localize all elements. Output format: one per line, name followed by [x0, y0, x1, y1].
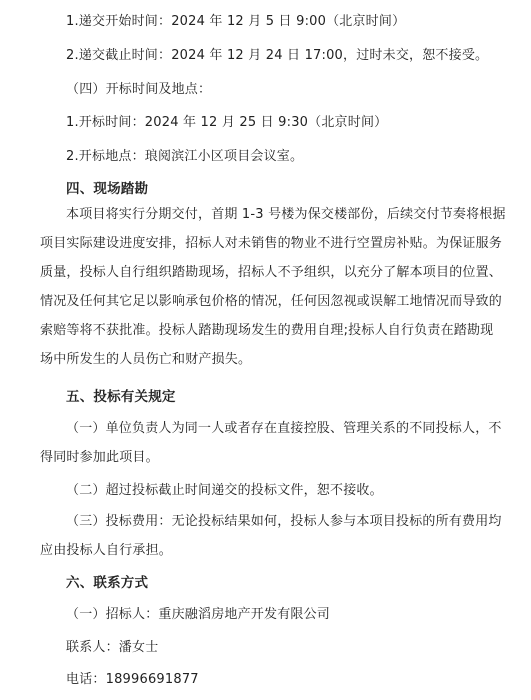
- site-visit-line: 本项目将实行分期交付，首期 1-3 号楼为保交楼部份，后续交付节奏将根据: [66, 207, 506, 222]
- rules-item-1-line: （一）单位负责人为同一人或者存在直接控股、管理关系的不同投标人，不: [66, 421, 502, 436]
- rules-item-3-line: 应由投标人自行承担。: [40, 543, 173, 558]
- site-visit-heading: 四、现场踏勘: [66, 181, 149, 197]
- contact-person: 联系人：潘女士: [66, 640, 159, 655]
- rules-item-2: （二）超过投标截止时间递交的投标文件，恕不接收。: [66, 483, 383, 498]
- rules-heading: 五、投标有关规定: [66, 389, 176, 405]
- contact-heading: 六、联系方式: [66, 575, 149, 591]
- opening-time: 1.开标时间：2024 年 12 月 25 日 9:30（北京时间）: [66, 115, 388, 130]
- site-visit-line: 索赔等将不获批准。投标人踏勘现场发生的费用自理;投标人自行负责在踏勘现: [40, 323, 494, 338]
- contact-tenderer: （一）招标人：重庆融滔房地产开发有限公司: [66, 607, 331, 622]
- site-visit-paragraph: [0, 200, 531, 374]
- rules-item-3-line: （三）投标费用：无论投标结果如何，投标人参与本项目投标的所有费用均: [66, 514, 502, 529]
- opening-heading: （四）开标时间及地点：: [66, 82, 212, 97]
- site-visit-line: 项目实际建设进度安排，招标人对未销售的物业不进行空置房补贴。为保证服务: [40, 236, 503, 251]
- bid-deadline: 2.递交截止时间：2024 年 12 月 24 日 17:00，过时未交，恕不接受。: [66, 48, 489, 63]
- rules-item-1: [0, 414, 531, 472]
- contact-phone: 电话：18996691877: [66, 672, 199, 687]
- bid-start-time: 1.递交开始时间：2024 年 12 月 5 日 9:00（北京时间）: [66, 14, 406, 29]
- rules-item-1-line: 得同时参加此项目。: [40, 450, 159, 465]
- opening-place: 2.开标地点：琅阅滨江小区项目会议室。: [66, 149, 304, 164]
- site-visit-line: 质量，投标人自行组织踏勘现场，招标人不予组织，以充分了解本项目的位置、: [40, 265, 503, 280]
- site-visit-line: 场中所发生的人员伤亡和财产损失。: [40, 352, 252, 367]
- rules-item-3: [0, 507, 531, 565]
- site-visit-line: 情况及任何其它足以影响承包价格的情况，任何因忽视或误解工地情况而导致的: [40, 294, 503, 309]
